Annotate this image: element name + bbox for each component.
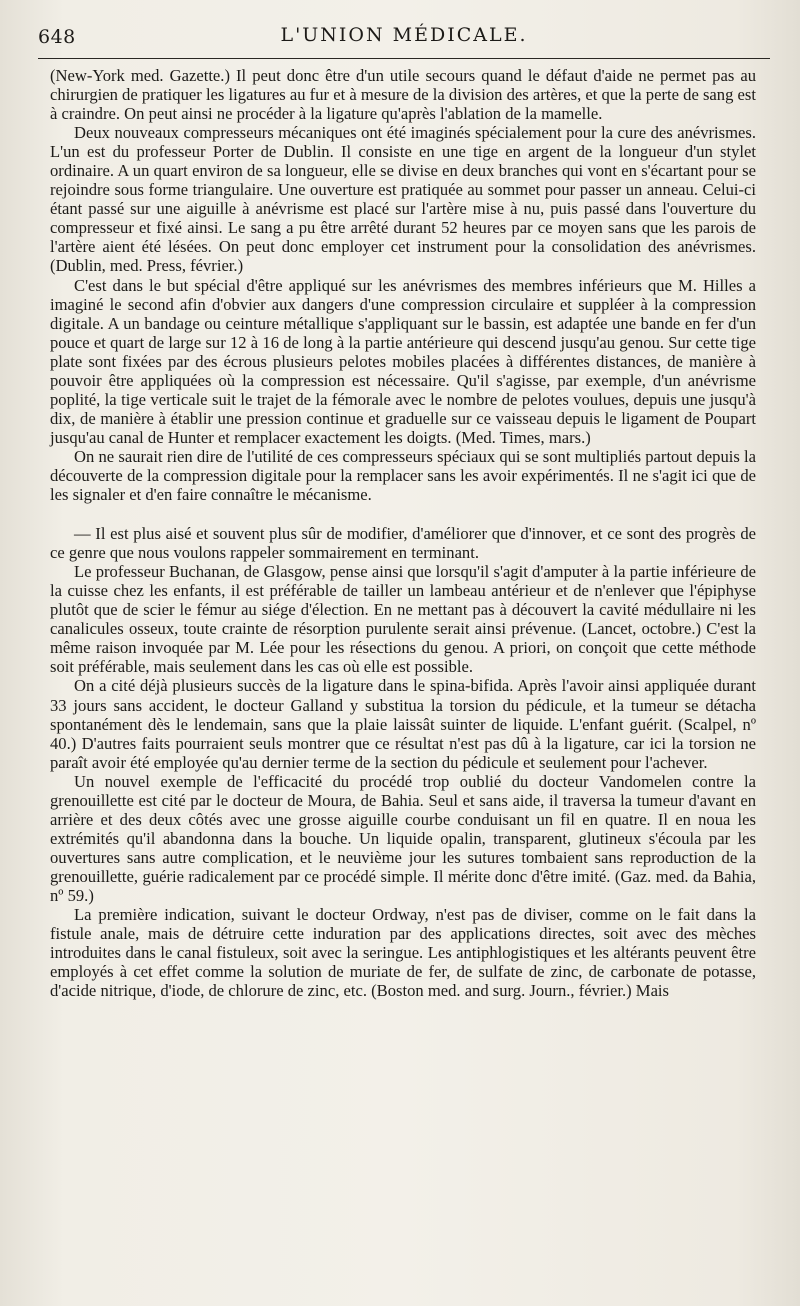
paragraph-5: — Il est plus aisé et souvent plus sûr de modifier, d'améliorer que d'innover, et ce sont des progrès de ce genre que nous voulons rappeler sommairement en terminant.: [50, 524, 756, 563]
paragraph-2: Deux nouveaux compresseurs mécaniques ont été imaginés spécialement pour la cure des anévrismes. L'un est du professeur Porter de Dublin. Il consiste en une tige en argent de la longueur d'un stylet ordinaire. A un quart environ de sa longueur, elle se divise en deux branches qui vont en s'écartant pour se rejoindre sous forme triangulaire. Une ouverture est pratiquée au sommet pour passer un anneau. Celui-ci étant passé sur une aiguille à anévrisme est placé sur l'artère mise à nu, puis passé dans l'ouverture du compresseur et fixé ainsi. Le sang a pu être arrêté durant 52 heures par ce moyen sans que les parois de l'artère aient été lésées. On peut donc employer cet instrument pour la consolidation des anévrismes. (Dublin, med. Press, février.): [50, 123, 756, 276]
paragraph-7: On a cité déjà plusieurs succès de la ligature dans le spina-bifida. Après l'avoir ainsi appliquée durant 33 jours sans accident, le docteur Galland y substitua la torsion du pédicule, et la tumeur se détacha spontanément dès le lendemain, sans que la plaie laissât suinter de liquide. L'enfant guérit. (Scalpel, nº 40.) D'autres faits pourraient seuls montrer que ce résultat n'est pas dû à la ligature, car ici la torsion ne paraît avoir été employée qu'au dernier terme de la section du pédicule et seulement pour l'achever.: [50, 676, 756, 772]
paragraph-3: C'est dans le but spécial d'être appliqué sur les anévrismes des membres inférieurs que M. Hilles a imaginé le second afin d'obvier aux dangers d'une compression circulaire et suppléer à la compression digitale. A un bandage ou ceinture métallique s'appliquant sur le bassin, est adaptée une bande en fer d'un pouce et quart de large sur 12 à 16 de long à la partie antérieure qui descend jusqu'au genou. Sur cette tige plate sont fixées par des écrous plusieurs pelotes mobiles placées à différentes distances, de manière à pouvoir être appliquées où la compression est nécessaire. Qu'il s'agisse, par exemple, d'un anévrisme poplité, la tige verticale suit le trajet de la fémorale avec le nombre de pelotes voulues, depuis une jusqu'à dix, de manière à établir une pression continue et graduelle sur ce vaisseau depuis le ligament de Poupart jusqu'au canal de Hunter et remplacer exactement les doigts. (Med. Times, mars.): [50, 275, 756, 447]
header-rule: [38, 58, 770, 59]
page-header: [38, 18, 770, 58]
paragraph-8: Un nouvel exemple de l'efficacité du procédé trop oublié du docteur Vandomelen contre la grenouillette est cité par le docteur de Moura, de Bahia. Seul et sans aide, il traversa la tumeur d'avant en arrière et des deux côtés avec une grosse aiguille courbe conduisant un fil en quatre. Il en noua les extrémités qu'il abandonna dans la bouche. Un liquide opalin, transparent, glutineux s'écoula par les ouvertures sans autre complication, et le neuvième jour les sutures tombaient sans reproduction de la grenouillette, guérie radicalement par ce procédé simple. Il mérite donc d'être imité. (Gaz. med. da Bahia, nº 59.): [50, 771, 756, 905]
paragraph-9: La première indication, suivant le docteur Ordway, n'est pas de diviser, comme on le fait dans la fistule anale, mais de détruire cette induration par des applications directes, soit avec des mèches introduites dans le canal fistuleux, soit avec la seringue. Les antiphlogistiques et les altérants peuvent être employés à cet effet comme la solution de muriate de fer, de sulfate de zinc, de carbonate de potasse, d'acide nitrique, d'iode, de chlorure de zinc, etc. (Boston med. and surg. Journ., février.) Mais: [50, 905, 756, 1001]
paragraph-1: (New-York med. Gazette.) Il peut donc être d'un utile secours quand le défaut d'aide ne permet pas au chirurgien de pratiquer les ligatures au fur et à mesure de la division des artères, et que la perte de sang est à craindre. On peut ainsi ne procéder à la ligature qu'après l'ablation de la mamelle.: [50, 66, 756, 124]
article-body: [50, 66, 756, 1000]
running-title: L'UNION MÉDICALE.: [280, 24, 528, 46]
page-number: 648: [38, 26, 76, 48]
paragraph-4: On ne saurait rien dire de l'utilité de ces compresseurs spéciaux qui se sont multipliés partout depuis la découverte de la compression digitale pour la remplacer sans les avoir expérimentés. Il ne s'agit ici que de les signaler et d'en faire connaître le mécanisme.: [50, 446, 756, 505]
paragraph-6: Le professeur Buchanan, de Glasgow, pense ainsi que lorsqu'il s'agit d'amputer à la partie inférieure de la cuisse chez les enfants, il est préférable de tailler un lambeau antérieur et de n'enlever que l'épiphyse plutôt que de scier le fémur au siége d'élection. En ne mettant pas à découvert la cavité médullaire ni les canalicules osseux, toute crainte de résorption purulente serait ainsi prévenue. (Lancet, octobre.) C'est la même raison invoquée par M. Lée pour les résections du genou. A priori, on conçoit que cette méthode soit préférable, mais seulement dans les cas où elle est possible.: [50, 562, 756, 677]
